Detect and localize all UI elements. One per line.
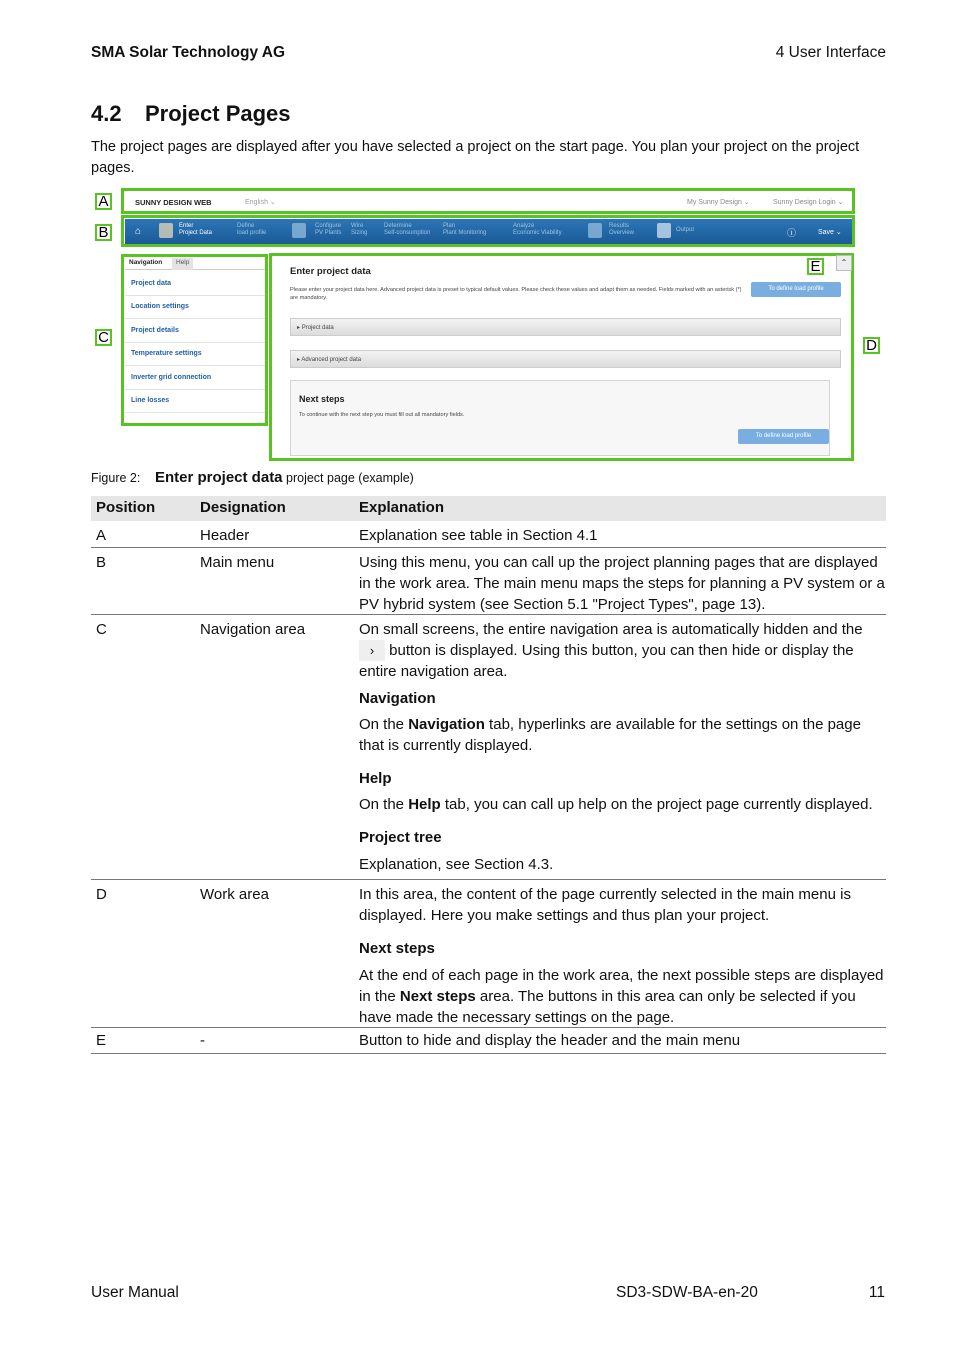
callout-b-label: B bbox=[95, 224, 112, 241]
table-row: D Work area In this area, the content of the page currently selected in the main menu is displayed. Here you make settings and thus plan your project. Next steps At the end of each page in the work area, the next possible steps are displayed in the Next steps area. The buttons in this area can only be selected if you have made the necessary settings on the page. bbox=[91, 880, 886, 1028]
next-steps-title: Next steps bbox=[299, 394, 345, 404]
nav-link-inverter-grid[interactable]: Inverter grid connection bbox=[131, 374, 212, 381]
callout-e-label: E bbox=[807, 258, 824, 275]
footer-doc-id: SD3-SDW-BA-en-20 bbox=[616, 1284, 758, 1301]
table-row: E - Button to hide and display the header and the main menu bbox=[91, 1028, 886, 1054]
table-header bbox=[91, 496, 886, 521]
language-select[interactable]: English ⌄ bbox=[245, 199, 276, 206]
tab-help[interactable]: Help bbox=[172, 258, 193, 270]
footer-manual: User Manual bbox=[91, 1284, 179, 1301]
home-icon[interactable]: ⌂ bbox=[135, 226, 142, 237]
callout-d-label: D bbox=[863, 337, 880, 354]
callout-b-frame bbox=[121, 215, 855, 247]
header-designation: Designation bbox=[200, 499, 286, 516]
callout-c-frame bbox=[121, 254, 268, 426]
menu-item-results-overview[interactable]: Results Overview bbox=[609, 223, 635, 236]
callout-a-frame bbox=[121, 188, 855, 214]
to-define-load-profile-button[interactable]: To define load profile bbox=[751, 282, 841, 297]
menu-item-define-load-profile[interactable]: Define load profile bbox=[237, 223, 267, 236]
chapter-title: 4 User Interface bbox=[775, 44, 886, 61]
next-steps-text: To continue with the next step you must fill out all mandatory fields. bbox=[299, 412, 465, 418]
login-link[interactable]: Sunny Design Login ⌄ bbox=[773, 199, 844, 206]
menu-item-output[interactable]: Output bbox=[676, 227, 695, 233]
explanation-table bbox=[91, 496, 886, 1054]
my-sunny-design-link[interactable]: My Sunny Design ⌄ bbox=[687, 199, 750, 206]
menu-item-economic-viability[interactable]: Analyze Economic Viability bbox=[513, 223, 562, 236]
callout-d-frame bbox=[269, 253, 854, 461]
table-row: A Header Explanation see table in Section 4.1 bbox=[91, 521, 886, 548]
section-heading bbox=[91, 101, 291, 127]
header-position: Position bbox=[96, 499, 156, 516]
chevron-right-icon: › bbox=[359, 640, 385, 661]
nav-link-project-details[interactable]: Project details bbox=[131, 327, 179, 334]
page-number: 11 bbox=[868, 1284, 885, 1301]
callout-c-label: C bbox=[95, 329, 112, 346]
table-row: B Main menu Using this menu, you can call up the project planning pages that are displayed in the work area. The main menu maps the steps for planning a PV system or a PV hybrid system (see Section 5.1 "Project Types", page 13). bbox=[91, 548, 886, 615]
save-button[interactable]: Save ⌄ bbox=[818, 229, 842, 236]
accordion-project-data[interactable]: ▸ Project data bbox=[290, 318, 841, 336]
work-description: Please enter your project data here. Advanced project data is preset to typical default values. Please check these values and adapt them as needed. Fields marked with an asterisk (*) are mandatory. bbox=[290, 287, 742, 301]
menu-item-self-consumption[interactable]: Determine Self-consumption bbox=[384, 223, 431, 236]
nav-link-location-settings[interactable]: Location settings bbox=[131, 303, 189, 310]
company-name: SMA Solar Technology AG bbox=[91, 44, 286, 61]
nav-link-line-losses[interactable]: Line losses bbox=[131, 397, 170, 404]
next-define-load-profile-button[interactable]: To define load profile bbox=[738, 429, 829, 444]
menu-item-configure-pv-plants[interactable]: Configure PV Plants bbox=[315, 223, 342, 236]
menu-item-wire-sizing[interactable]: Wire Sizing bbox=[351, 223, 368, 236]
menu-item-plant-monitoring[interactable]: Plan Plant Monitoring bbox=[443, 223, 487, 236]
callout-a-label: A bbox=[95, 193, 112, 210]
tab-navigation[interactable]: Navigation bbox=[129, 259, 163, 266]
nav-link-project-data[interactable]: Project data bbox=[131, 280, 172, 287]
section-title: Project Pages bbox=[145, 101, 291, 126]
nav-link-temperature-settings[interactable]: Temperature settings bbox=[131, 350, 202, 357]
work-title: Enter project data bbox=[290, 266, 371, 277]
section-number: 4.2 bbox=[91, 101, 122, 126]
figure-screenshot bbox=[91, 184, 886, 464]
figure-caption: Figure 2: Enter project data project page (example) bbox=[91, 469, 414, 486]
table-row: C Navigation area On small screens, the entire navigation area is automatically hidden and the › button is displayed. Using this button, you can then hide or display the entire navigation area. Navigation On the Navigation tab, hyperlinks are available for the settings on the page that is currently displayed. Help On the Help tab, you can call up help on the project page currently displayed. Project tree Explanation, see Section 4.3. bbox=[91, 615, 886, 880]
info-icon[interactable]: ⓘ bbox=[787, 228, 797, 238]
collapse-header-button[interactable]: ⌃ bbox=[836, 255, 852, 271]
intro-paragraph: The project pages are displayed after you have selected a project on the start page. You plan your project on the project pages. bbox=[91, 139, 860, 176]
menu-item-enter-project-data[interactable]: Enter Project Data bbox=[179, 223, 213, 236]
header-explanation: Explanation bbox=[359, 499, 445, 516]
app-logo: SUNNY DESIGN WEB bbox=[135, 198, 212, 207]
accordion-advanced-project-data[interactable]: ▸ Advanced project data bbox=[290, 350, 841, 368]
